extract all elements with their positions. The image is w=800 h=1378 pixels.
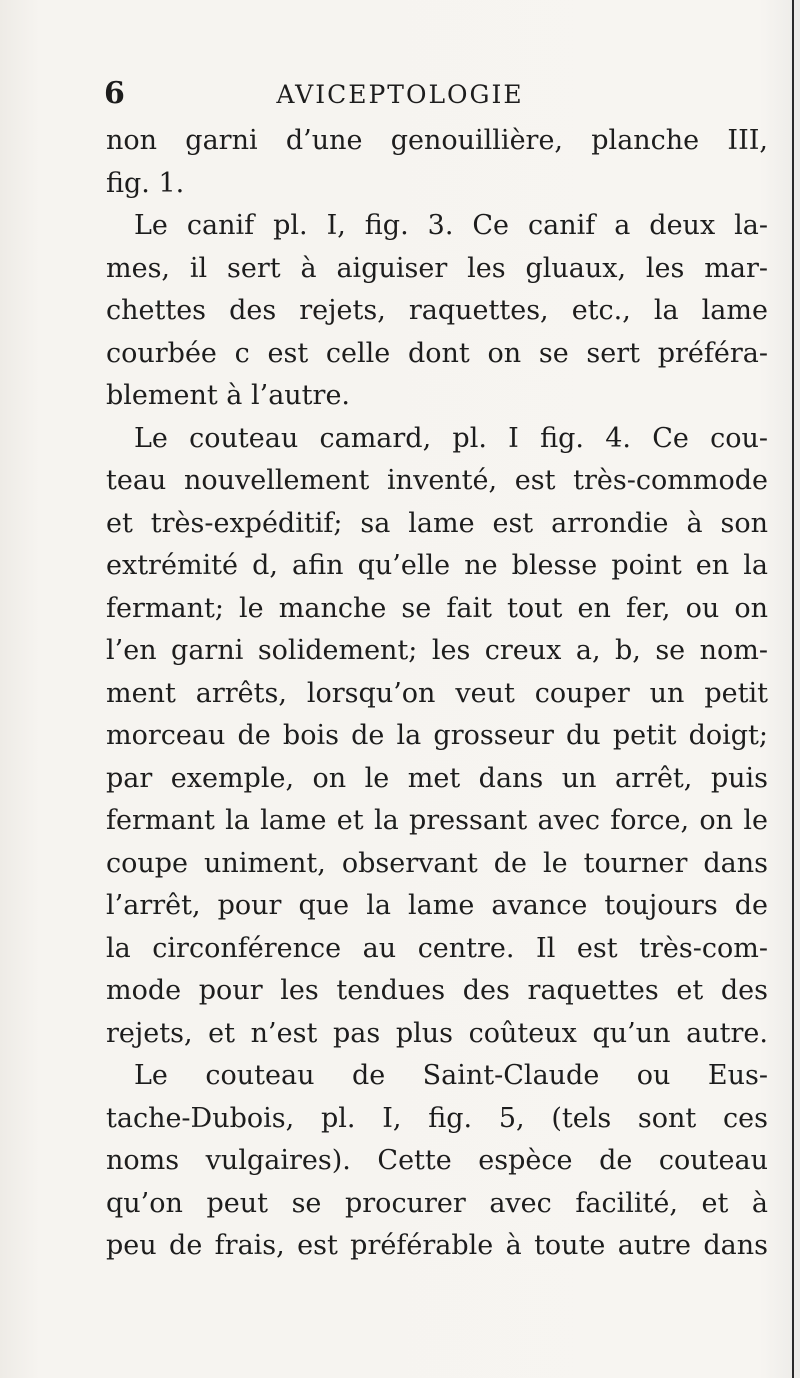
text-line: mode pour les tendues des raquettes et des <box>106 975 768 1006</box>
text-line: morceau de bois de la grosseur du petit doigt; <box>106 720 768 751</box>
text-line: qu’on peut se procurer avec facilité, et à <box>106 1187 768 1219</box>
text-line: mes, il sert à aiguiser les gluaux, les mar- <box>106 252 768 284</box>
text-line: extrémité d, afin qu’elle ne blesse point en la <box>106 550 768 581</box>
text-line: l’arrêt, pour que la lame avance toujours de <box>106 890 768 921</box>
text-line: la circonférence au centre. Il est très-com- <box>106 932 768 964</box>
text-line: peu de frais, est préférable à toute autre dans <box>106 1230 768 1261</box>
text-line: fermant la lame et la pressant avec force, on le <box>106 805 768 836</box>
text-line: rejets, et n’est pas plus coûteux qu’un autre. <box>106 1017 768 1049</box>
text-line: Le couteau de Saint-Claude ou Eus- <box>134 1060 768 1091</box>
text-line: chettes des rejets, raquettes, etc., la lame <box>106 295 768 326</box>
text-line: ment arrêts, lorsqu’on veut couper un petit <box>106 677 768 709</box>
text-line: fermant; le manche se fait tout en fer, ou on <box>106 592 768 624</box>
running-title: AVICEPTOLOGIE <box>276 80 524 109</box>
text-line: par exemple, on le met dans un arrêt, puis <box>106 762 768 794</box>
text-line: Le couteau camard, pl. I fig. 4. Ce cou- <box>134 422 768 454</box>
text-line: Le canif pl. I, fig. 3. Ce canif a deux la- <box>134 210 768 241</box>
text-line: l’en garni solidement; les creux a, b, se nom- <box>106 635 768 666</box>
body-text <box>106 120 768 1268</box>
text-line: blement à l’autre. <box>106 380 351 411</box>
text-line: et très-expéditif; sa lame est arrondie à son <box>106 507 768 539</box>
text-line: courbée c est celle dont on se sert préféra- <box>106 337 768 369</box>
text-line: tache-Dubois, pl. I, fig. 5, (tels sont ces <box>106 1102 768 1134</box>
text-line: fig. 1. <box>106 167 185 199</box>
text-line: noms vulgaires). Cette espèce de couteau <box>106 1145 768 1176</box>
text-line: coupe uniment, observant de le tourner dans <box>106 847 768 879</box>
page-edge-shadow <box>792 0 794 1378</box>
page-header <box>0 74 800 114</box>
text-line: non garni d’une genouillière, planche III, <box>106 125 768 156</box>
text-line: teau nouvellement inventé, est très-commode <box>106 465 768 496</box>
page-number: 6 <box>104 76 125 111</box>
